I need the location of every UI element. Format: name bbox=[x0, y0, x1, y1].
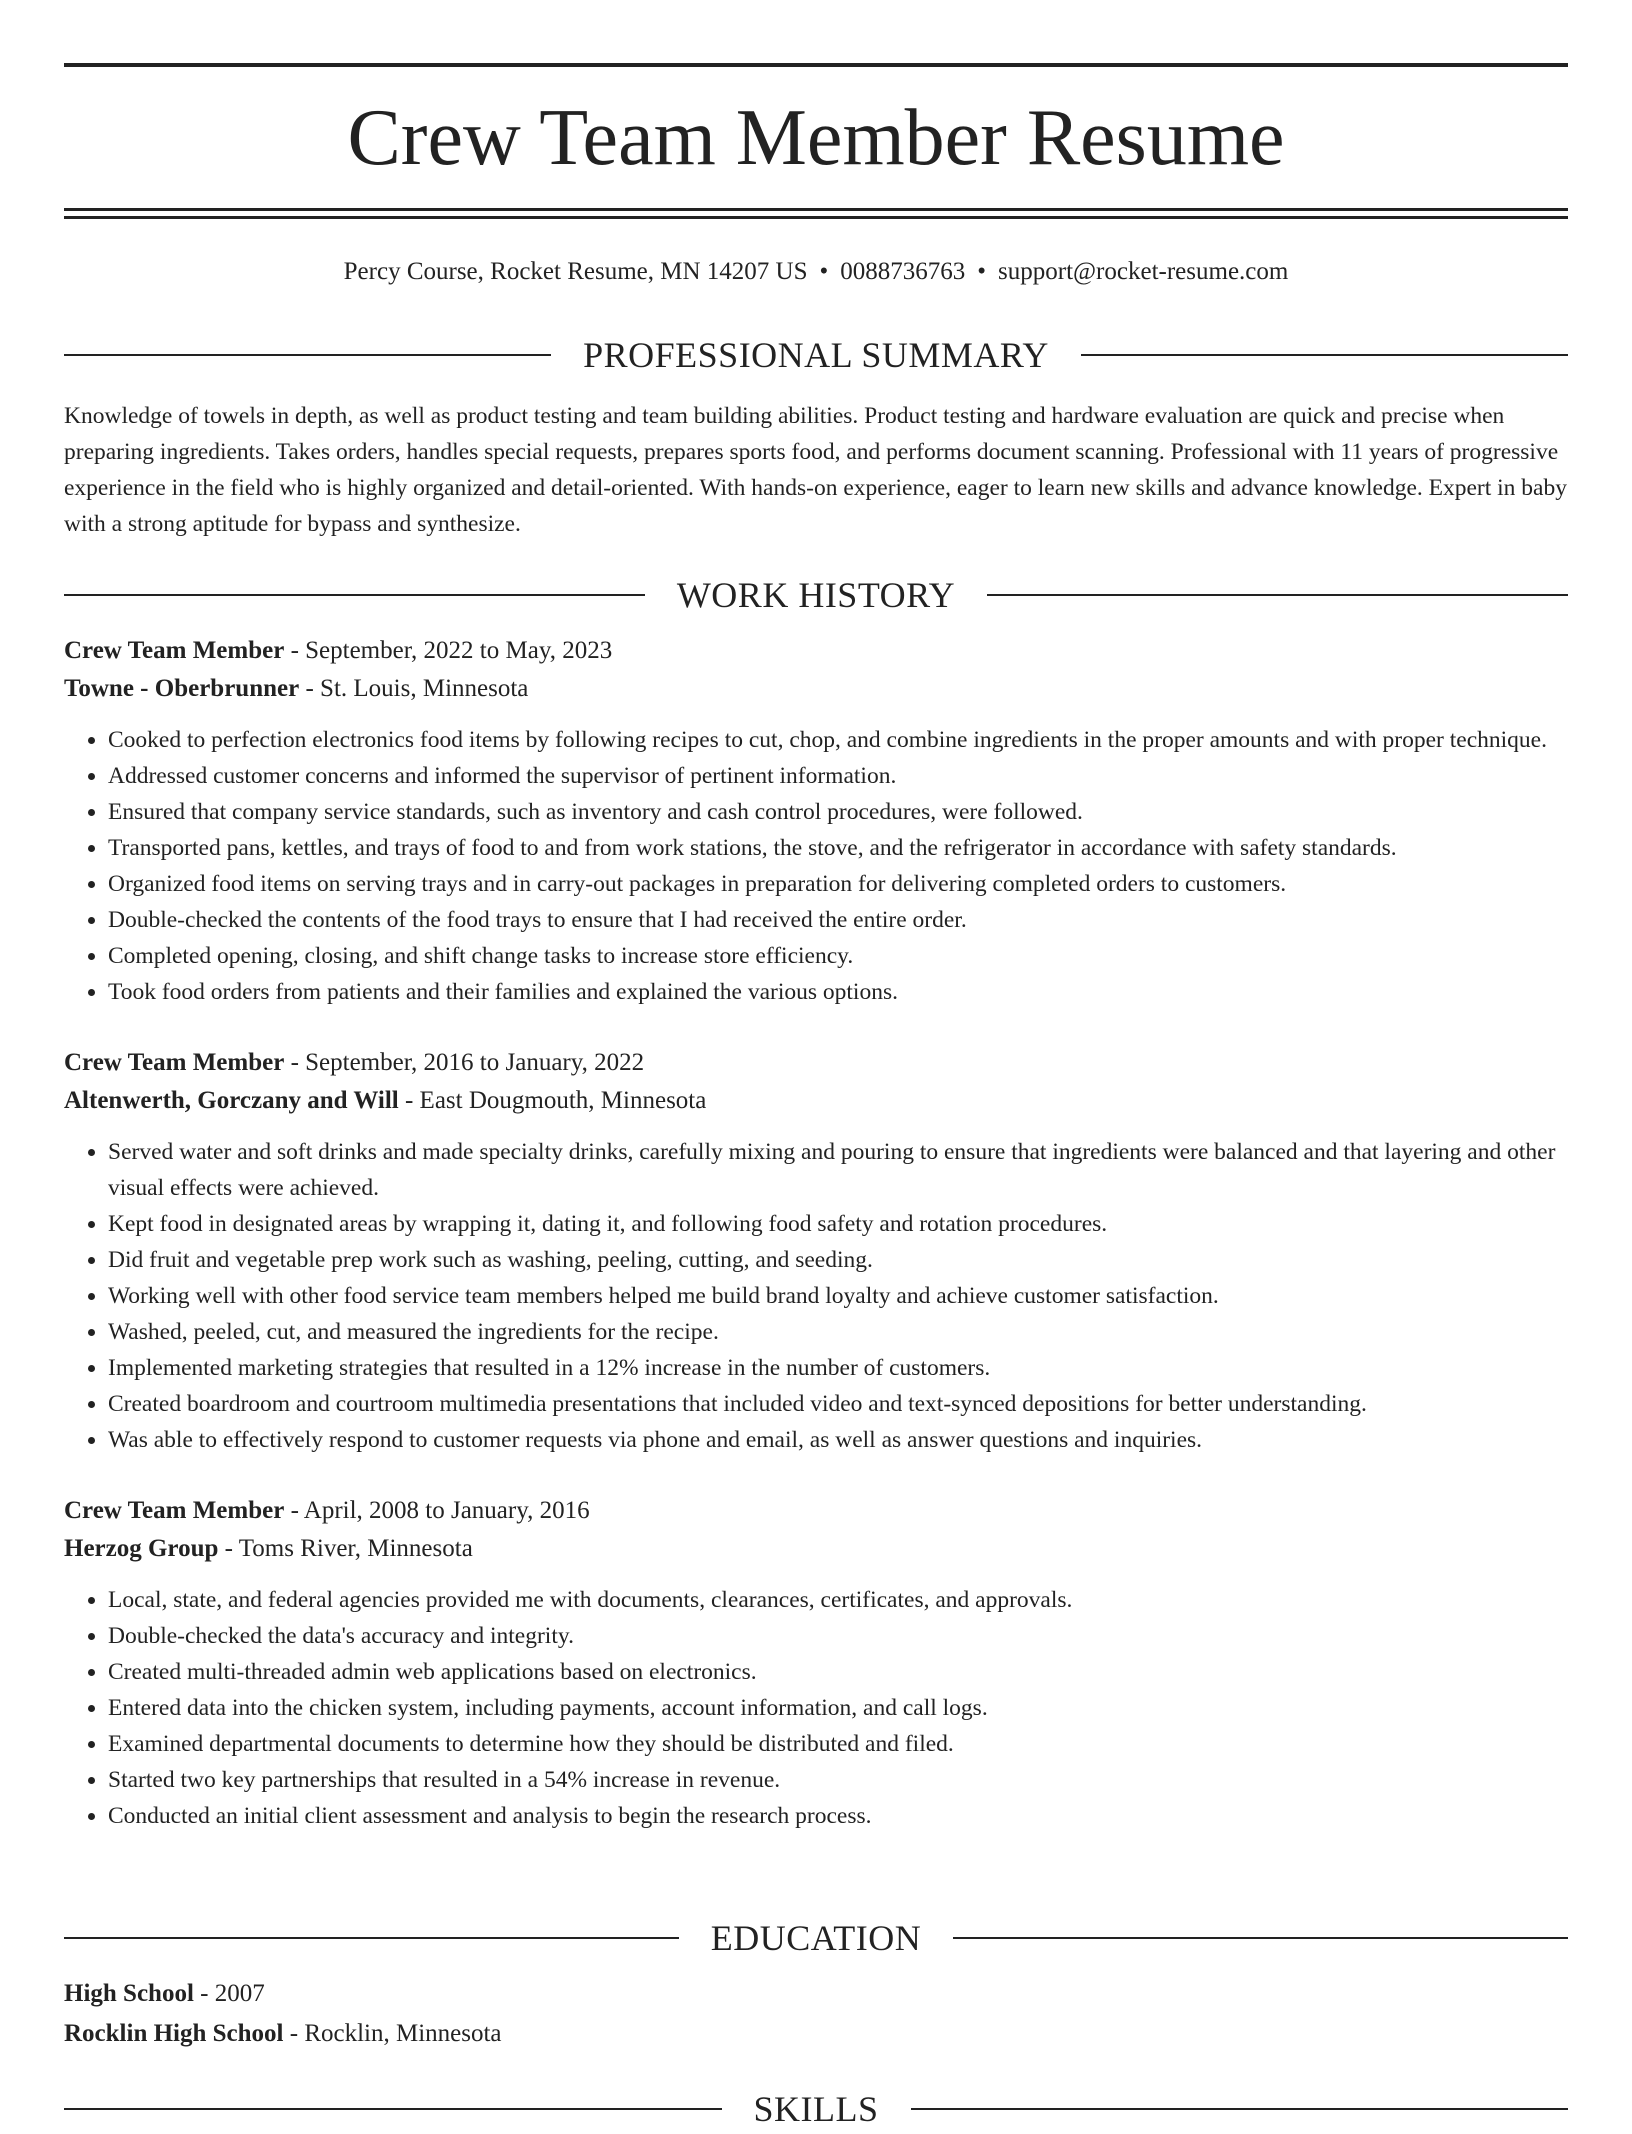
job-company-line bbox=[64, 670, 1568, 708]
education-year: - 2007 bbox=[193, 1980, 265, 2007]
heading-rule-right bbox=[1081, 354, 1568, 356]
job-bullet: • Created multi-threaded admin web applications based on electronics. bbox=[108, 1654, 1568, 1690]
job-role: Crew Team Member bbox=[64, 1049, 285, 1076]
job-location: - Toms River, Minnesota bbox=[218, 1535, 473, 1562]
job-company: Towne - Oberbrunner bbox=[64, 675, 300, 702]
job-bullet: • Did fruit and vegetable prep work such as washing, peeling, cutting, and seeding. bbox=[108, 1242, 1568, 1278]
job-entry bbox=[64, 1492, 1568, 1834]
job-bullet: • Started two key partnerships that resulted in a 54% increase in revenue. bbox=[108, 1762, 1568, 1798]
job-bullet: • Transported pans, kettles, and trays of food to and from work stations, the stove, and the refrigerator in accordance with safety standards. bbox=[108, 830, 1568, 866]
work-history-section bbox=[64, 570, 1568, 1834]
job-title-line bbox=[64, 1492, 1568, 1530]
contact-address: Percy Course, Rocket Resume, MN 14207 US bbox=[343, 258, 808, 285]
resume-title: Crew Team Member Resume bbox=[347, 94, 1285, 182]
education-location: - Rocklin, Minnesota bbox=[283, 2020, 502, 2047]
job-location: - East Dougmouth, Minnesota bbox=[398, 1087, 707, 1114]
job-bullet: • Created boardroom and courtroom multimedia presentations that included video and text-synced depositions for better understanding. bbox=[108, 1386, 1568, 1422]
education-degree-line bbox=[64, 1975, 1568, 2013]
heading-rule-right bbox=[911, 2108, 1569, 2110]
heading-rule-right bbox=[987, 594, 1568, 596]
section-heading bbox=[64, 330, 1568, 380]
job-company-line bbox=[64, 1530, 1568, 1568]
job-bullet: • Took food orders from patients and their families and explained the various options. bbox=[108, 974, 1568, 1010]
contact-email: support@rocket-resume.com bbox=[998, 258, 1289, 285]
summary-heading: PROFESSIONAL SUMMARY bbox=[583, 335, 1049, 375]
job-bullet: • Examined departmental documents to determine how they should be distributed and filed. bbox=[108, 1726, 1568, 1762]
job-dates: - April, 2008 to January, 2016 bbox=[284, 1497, 590, 1524]
job-bullet: • Served water and soft drinks and made specialty drinks, carefully mixing and pouring to ensure that ingredients were balanced and that layering and other visual effects were achieved. bbox=[108, 1134, 1568, 1206]
job-bullet: • Double-checked the data's accuracy and integrity. bbox=[108, 1618, 1568, 1654]
job-bullet: • Was able to effectively respond to customer requests via phone and email, as well as answer questions and inquiries. bbox=[108, 1422, 1568, 1458]
job-title-line bbox=[64, 632, 1568, 670]
education-school-line bbox=[64, 2015, 1568, 2053]
job-dates: - September, 2022 to May, 2023 bbox=[284, 637, 613, 664]
job-bullet: • Working well with other food service team members helped me build brand loyalty and achieve customer satisfaction. bbox=[108, 1278, 1568, 1314]
job-bullet: • Addressed customer concerns and informed the supervisor of pertinent information. bbox=[108, 758, 1568, 794]
job-entry bbox=[64, 1044, 1568, 1458]
job-title-line bbox=[64, 1044, 1568, 1082]
education-heading: EDUCATION bbox=[710, 1918, 922, 1958]
heading-rule-left bbox=[64, 2108, 722, 2110]
job-bullet: • Washed, peeled, cut, and measured the ingredients for the recipe. bbox=[108, 1314, 1568, 1350]
job-entry bbox=[64, 632, 1568, 1010]
contact-line bbox=[64, 252, 1568, 292]
contact-separator: • bbox=[977, 258, 987, 285]
job-company: Herzog Group bbox=[64, 1535, 219, 1562]
job-role: Crew Team Member bbox=[64, 637, 285, 664]
heading-rule-left bbox=[64, 354, 551, 356]
contact-separator: • bbox=[819, 258, 829, 285]
skills-heading: SKILLS bbox=[753, 2089, 879, 2129]
job-bullet: • Conducted an initial client assessment and analysis to begin the research process. bbox=[108, 1798, 1568, 1834]
job-company-line bbox=[64, 1082, 1568, 1120]
job-bullet: • Implemented marketing strategies that resulted in a 12% increase in the number of customers. bbox=[108, 1350, 1568, 1386]
job-bullets bbox=[64, 1582, 1568, 1834]
job-bullet: • Kept food in designated areas by wrapping it, dating it, and following food safety and rotation procedures. bbox=[108, 1206, 1568, 1242]
job-bullet: • Ensured that company service standards, such as inventory and cash control procedures, were followed. bbox=[108, 794, 1568, 830]
job-dates: - September, 2016 to January, 2022 bbox=[284, 1049, 645, 1076]
top-rule bbox=[64, 63, 1568, 67]
education-degree: High School bbox=[64, 1980, 194, 2007]
job-bullet: • Completed opening, closing, and shift change tasks to increase store efficiency. bbox=[108, 938, 1568, 974]
job-bullet: • Entered data into the chicken system, including payments, account information, and call logs. bbox=[108, 1690, 1568, 1726]
job-bullet: • Double-checked the contents of the food trays to ensure that I had received the entire order. bbox=[108, 902, 1568, 938]
title-rule-lower bbox=[64, 216, 1568, 219]
education-school: Rocklin High School bbox=[64, 2020, 284, 2047]
job-role: Crew Team Member bbox=[64, 1497, 285, 1524]
job-location: - St. Louis, Minnesota bbox=[299, 675, 529, 702]
section-heading bbox=[64, 570, 1568, 620]
job-bullet: • Cooked to perfection electronics food items by following recipes to cut, chop, and combine ingredients in the proper amounts and with proper technique. bbox=[108, 722, 1568, 758]
education-section bbox=[64, 1913, 1568, 2053]
job-bullets bbox=[64, 722, 1568, 1010]
heading-rule-left bbox=[64, 594, 645, 596]
education-entry bbox=[64, 1975, 1568, 2053]
section-heading bbox=[64, 2084, 1568, 2134]
job-bullets bbox=[64, 1134, 1568, 1458]
job-company: Altenwerth, Gorczany and Will bbox=[64, 1087, 399, 1114]
title-rule-upper bbox=[64, 208, 1568, 211]
contact-phone: 0088736763 bbox=[840, 258, 966, 285]
heading-rule-right bbox=[953, 1937, 1568, 1939]
skills-section bbox=[64, 2084, 1568, 2134]
heading-rule-left bbox=[64, 1937, 679, 1939]
summary-text: Knowledge of towels in depth, as well as product testing and team building abilities. Product testing and hardware evaluation are quick and precise when preparing ingredients. Takes orders, handles special requests, prepares sports food, and performs document scanning. Professional with 11 years of progressive experience in the field who is highly organized and detail-oriented. With hands-on experience, eager to learn new skills and advance knowledge. Expert in baby with a strong aptitude for bypass and synthesize. bbox=[64, 403, 1567, 537]
section-heading bbox=[64, 1913, 1568, 1963]
summary-section bbox=[64, 330, 1568, 542]
job-bullet: • Organized food items on serving trays and in carry-out packages in preparation for delivering completed orders to customers. bbox=[108, 866, 1568, 902]
job-bullet: • Local, state, and federal agencies provided me with documents, clearances, certificates, and approvals. bbox=[108, 1582, 1568, 1618]
work-history-heading: WORK HISTORY bbox=[676, 575, 956, 615]
